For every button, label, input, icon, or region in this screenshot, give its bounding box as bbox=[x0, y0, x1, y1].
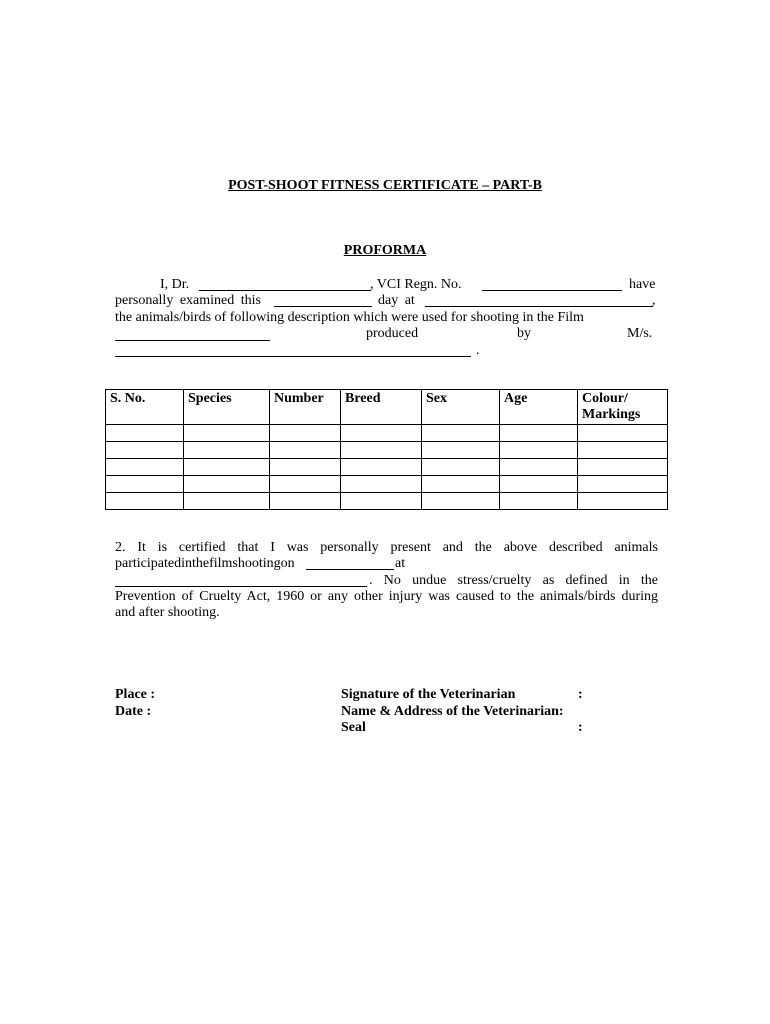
table-cell[interactable] bbox=[341, 442, 422, 459]
table-cell[interactable] bbox=[422, 459, 500, 476]
table-cell[interactable] bbox=[106, 425, 184, 442]
by-text: by bbox=[517, 326, 531, 341]
seal-colon: : bbox=[578, 720, 583, 735]
ms-text: M/s. bbox=[627, 326, 653, 341]
table-cell[interactable] bbox=[341, 476, 422, 493]
participated-text: participatedinthefilmshootingon bbox=[115, 556, 295, 571]
table-cell[interactable] bbox=[341, 425, 422, 442]
table-cell[interactable] bbox=[341, 493, 422, 510]
proforma-heading: PROFORMA bbox=[343, 243, 427, 258]
name-address-label: Name & Address of the Veterinarian: bbox=[341, 704, 564, 719]
no-undue-stress-text: . No undue stress/cruelty as defined in the bbox=[369, 573, 658, 588]
table-cell[interactable] bbox=[184, 442, 270, 459]
column-header-age: Age bbox=[500, 390, 578, 425]
table-row bbox=[106, 442, 668, 459]
shooting-location-blank[interactable] bbox=[115, 586, 367, 587]
day-blank[interactable] bbox=[274, 306, 372, 307]
table-cell[interactable] bbox=[422, 493, 500, 510]
table-cell[interactable] bbox=[422, 476, 500, 493]
table-cell[interactable] bbox=[184, 425, 270, 442]
table-cell[interactable] bbox=[500, 459, 578, 476]
have-text: have bbox=[629, 277, 656, 292]
table-cell[interactable] bbox=[422, 442, 500, 459]
table-row bbox=[106, 493, 668, 510]
column-header-species: Species bbox=[184, 390, 270, 425]
table-cell[interactable] bbox=[578, 442, 668, 459]
table-cell[interactable] bbox=[184, 476, 270, 493]
dr-label: I, Dr. bbox=[160, 277, 190, 292]
table-cell[interactable] bbox=[184, 493, 270, 510]
certification-line-1: 2. It is certified that I was personally present and the above described animals bbox=[115, 540, 658, 555]
personally-examined-text: personally examined this bbox=[115, 293, 261, 308]
animal-description-table bbox=[105, 389, 668, 510]
table-cell[interactable] bbox=[106, 459, 184, 476]
table-cell[interactable] bbox=[578, 493, 668, 510]
table-cell[interactable] bbox=[270, 476, 341, 493]
table-cell[interactable] bbox=[270, 493, 341, 510]
location-blank[interactable] bbox=[425, 306, 653, 307]
produced-text: produced bbox=[366, 326, 419, 341]
comma-text: , bbox=[652, 293, 656, 308]
producer-blank[interactable] bbox=[115, 356, 471, 357]
table-row bbox=[106, 459, 668, 476]
description-text: the animals/birds of following description which were used for shooting in the Film bbox=[115, 310, 584, 325]
table-cell[interactable] bbox=[500, 425, 578, 442]
column-header-number: Number bbox=[270, 390, 341, 425]
table-cell[interactable] bbox=[106, 493, 184, 510]
vci-label: , VCI Regn. No. bbox=[370, 277, 462, 292]
table-cell[interactable] bbox=[106, 442, 184, 459]
column-header-colour-markings: Colour/ Markings bbox=[578, 390, 668, 425]
place-label: Place : bbox=[115, 687, 156, 702]
column-header-breed: Breed bbox=[341, 390, 422, 425]
doctor-name-blank[interactable] bbox=[199, 290, 371, 291]
after-shooting-text: and after shooting. bbox=[115, 605, 220, 620]
signature-colon: : bbox=[578, 687, 583, 702]
column-header-sno: S. No. bbox=[106, 390, 184, 425]
table-cell[interactable] bbox=[270, 442, 341, 459]
table-cell[interactable] bbox=[106, 476, 184, 493]
prevention-act-text: Prevention of Cruelty Act, 1960 or any other injury was caused to the animals/birds during bbox=[115, 589, 658, 604]
table-cell[interactable] bbox=[578, 459, 668, 476]
table-cell[interactable] bbox=[341, 459, 422, 476]
table-cell[interactable] bbox=[270, 459, 341, 476]
table-cell[interactable] bbox=[578, 425, 668, 442]
table-cell[interactable] bbox=[184, 459, 270, 476]
day-at-text: day at bbox=[378, 293, 415, 308]
table-row bbox=[106, 425, 668, 442]
table-cell[interactable] bbox=[422, 425, 500, 442]
table-cell[interactable] bbox=[500, 476, 578, 493]
vci-number-blank[interactable] bbox=[482, 290, 622, 291]
table-cell[interactable] bbox=[500, 442, 578, 459]
seal-label: Seal bbox=[341, 720, 366, 735]
table-row bbox=[106, 476, 668, 493]
table-cell[interactable] bbox=[500, 493, 578, 510]
period-text: . bbox=[476, 343, 480, 358]
column-header-sex: Sex bbox=[422, 390, 500, 425]
signature-label: Signature of the Veterinarian bbox=[341, 687, 516, 702]
table-cell[interactable] bbox=[270, 425, 341, 442]
at-text: at bbox=[395, 556, 406, 571]
film-name-blank[interactable] bbox=[115, 340, 270, 341]
shooting-date-blank[interactable] bbox=[306, 569, 394, 570]
page-title: POST-SHOOT FITNESS CERTIFICATE – PART-B bbox=[228, 178, 542, 193]
table-header-row bbox=[106, 390, 668, 425]
date-label: Date : bbox=[115, 704, 152, 719]
table-cell[interactable] bbox=[578, 476, 668, 493]
